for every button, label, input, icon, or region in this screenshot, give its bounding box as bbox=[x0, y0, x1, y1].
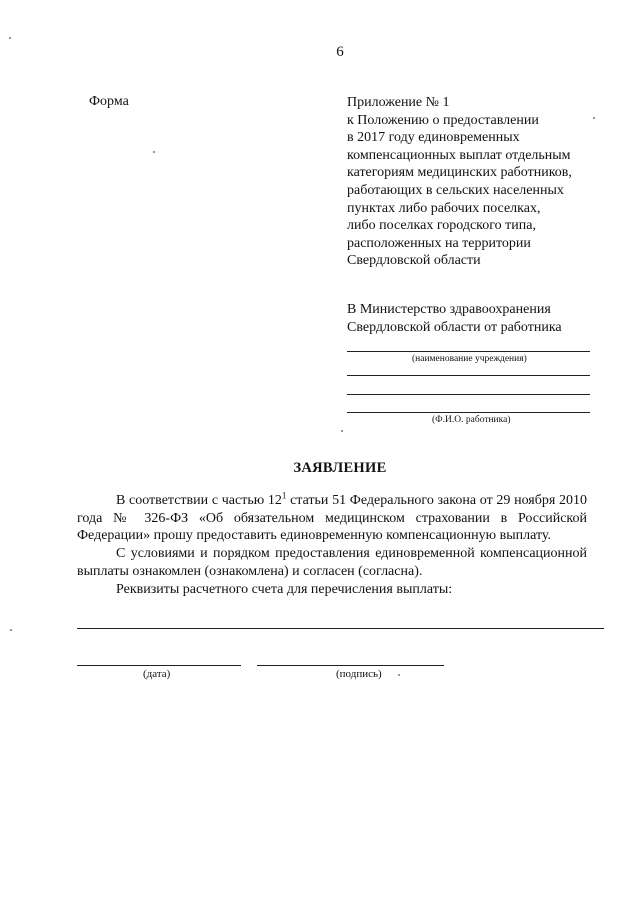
employee-name-line-1[interactable] bbox=[347, 394, 590, 395]
appendix-line: пунктах либо рабочих поселках, bbox=[347, 200, 541, 216]
scan-speck bbox=[9, 37, 11, 39]
appendix-line: либо поселках городского типа, bbox=[347, 218, 536, 234]
appendix-line: расположенных на территории bbox=[347, 235, 531, 251]
appendix-line: Приложение № 1 bbox=[347, 95, 450, 110]
employee-fio-caption: (Ф.И.О. работника) bbox=[432, 415, 511, 425]
form-label: Форма bbox=[89, 94, 129, 109]
scan-speck bbox=[593, 117, 595, 119]
date-caption: (дата) bbox=[143, 668, 171, 680]
document-title: ЗАЯВЛЕНИЕ bbox=[293, 460, 387, 476]
appendix-block bbox=[347, 94, 617, 270]
page-number: 6 bbox=[336, 44, 344, 60]
paragraph-text: статьи 51 Федерального закона от 29 ноября 2010 года № 326-ФЗ «Об обязательном медицинском страховании в Российской Федерации» прошу предоставить единовременную компенсационную выплату. bbox=[77, 493, 587, 544]
appendix-line: к Положению о предоставлении bbox=[347, 112, 539, 128]
signature-caption: (подпись) bbox=[336, 668, 382, 680]
paragraph-law-reference bbox=[77, 492, 587, 545]
addressee-line: В Министерство здравоохранения bbox=[347, 302, 551, 317]
signature-line[interactable] bbox=[257, 665, 444, 666]
addressee-block bbox=[347, 301, 562, 337]
appendix-line: в 2017 году единовременных bbox=[347, 130, 520, 146]
institution-caption: (наименование учреждения) bbox=[412, 354, 527, 364]
paragraph-consent: С условиями и порядком предоставления единовременной компенсационной выплаты ознакомлен (ознакомлена) и согласен (согласна). bbox=[77, 546, 587, 579]
appendix-line: Свердловской области bbox=[347, 253, 481, 269]
account-details-line[interactable] bbox=[77, 628, 604, 629]
institution-name-line-2[interactable] bbox=[347, 375, 590, 376]
scan-speck bbox=[341, 430, 343, 432]
institution-name-line[interactable] bbox=[347, 351, 590, 352]
addressee-line: Свердловской области от работника bbox=[347, 320, 562, 335]
paragraph-text: В соответствии с частью 12 bbox=[116, 493, 282, 508]
paragraph-account: Реквизиты расчетного счета для перечисления выплаты: bbox=[116, 582, 453, 597]
scan-speck bbox=[153, 151, 155, 153]
scan-speck bbox=[10, 629, 12, 631]
appendix-line: категориям медицинских работников, bbox=[347, 165, 572, 181]
employee-name-line-2[interactable] bbox=[347, 412, 590, 413]
date-line[interactable] bbox=[77, 665, 241, 666]
superscript: 1 bbox=[281, 490, 287, 501]
scan-speck bbox=[398, 674, 400, 676]
appendix-line: компенсационных выплат отдельным bbox=[347, 147, 571, 163]
appendix-line: работающих в сельских населенных bbox=[347, 182, 564, 198]
